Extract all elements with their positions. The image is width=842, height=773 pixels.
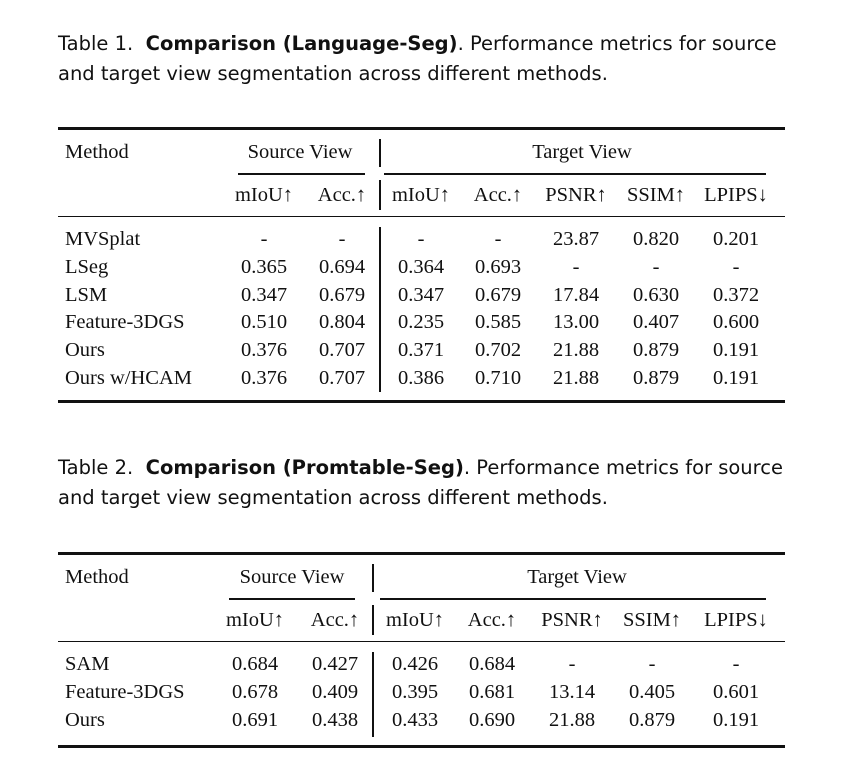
column-header: mIoU↑: [385, 609, 445, 631]
header-separator: [379, 139, 381, 167]
mid-rule: [58, 641, 785, 642]
table-cell: 0.427: [311, 653, 359, 675]
table-cell: 21.88: [552, 339, 600, 362]
table-2-description: . Performance metrics for source and target view segmentation across different methods.: [58, 456, 783, 509]
table-cell: -: [648, 653, 656, 675]
table-cell: 0.510: [240, 311, 288, 334]
table-cell: 0.201: [712, 228, 760, 250]
column-header: Acc.↑: [317, 184, 367, 206]
table-cell: -: [652, 255, 660, 278]
table-cell: 0.693: [474, 255, 522, 278]
row-method: SAM: [65, 653, 110, 675]
table-cell: 0.364: [397, 255, 445, 278]
table-cell: 0.376: [240, 339, 288, 362]
table-1: [58, 127, 785, 404]
table-cell: 0.433: [391, 708, 439, 731]
table-cell: 0.372: [712, 283, 760, 306]
table-cell: -: [494, 228, 502, 250]
row-method: LSM: [65, 283, 108, 306]
table-cell: 0.879: [632, 367, 680, 389]
table-1-label: Table 1.: [58, 32, 134, 55]
header-separator: [372, 564, 374, 592]
table-cell: 0.879: [628, 708, 676, 731]
row-method: MVSplat: [65, 228, 141, 250]
table-1-title: Comparison (Language-Seg): [145, 32, 458, 55]
table-1-description: . Performance metrics for source and target view segmentation across different methods.: [58, 32, 777, 85]
source-view-underline: [229, 598, 355, 600]
table-cell: 0.600: [712, 311, 760, 334]
method-header: Method: [65, 566, 129, 588]
table-cell: 0.386: [397, 367, 445, 389]
source-view-underline: [238, 173, 365, 175]
top-rule: [58, 552, 785, 555]
table-cell: 0.426: [391, 653, 439, 675]
column-header: LPIPS↓: [704, 184, 768, 206]
table-2-caption: [58, 453, 788, 513]
table-cell: 0.879: [632, 339, 680, 362]
column-header: Acc.↑: [310, 609, 360, 631]
column-header: mIoU↑: [225, 609, 285, 631]
target-view-underline: [384, 173, 766, 175]
table-cell: 0.679: [474, 283, 522, 306]
table-2-label: Table 2.: [58, 456, 134, 479]
table-cell: -: [572, 255, 580, 278]
table-cell: -: [732, 255, 740, 278]
column-header: Acc.↑: [467, 609, 517, 631]
target-view-header: Target View: [532, 141, 632, 163]
column-header: Acc.↑: [473, 184, 523, 206]
table-cell: 0.691: [231, 708, 279, 731]
table-cell: 0.684: [231, 653, 279, 675]
column-header: PSNR↑: [541, 609, 603, 631]
table-cell: 0.376: [240, 367, 288, 389]
body-separator: [372, 652, 374, 737]
table-cell: 0.409: [311, 680, 359, 703]
subheader-separator: [372, 605, 374, 635]
column-header: SSIM↑: [626, 184, 686, 206]
table-cell: 0.191: [712, 708, 760, 731]
table-cell: 0.630: [632, 283, 680, 306]
table-cell: 0.678: [231, 680, 279, 703]
table-cell: 17.84: [552, 283, 600, 306]
table-cell: 0.365: [240, 255, 288, 278]
table-cell: -: [568, 653, 576, 675]
row-method: Ours: [65, 708, 105, 731]
table-cell: 0.585: [474, 311, 522, 334]
column-header: mIoU↑: [391, 184, 451, 206]
method-header: Method: [65, 141, 129, 163]
table-cell: 13.14: [548, 680, 596, 703]
table-cell: -: [338, 228, 346, 250]
table-cell: 0.347: [397, 283, 445, 306]
table-cell: 0.405: [628, 680, 676, 703]
table-cell: 0.707: [318, 367, 366, 389]
column-header: SSIM↑: [622, 609, 682, 631]
table-cell: 0.690: [468, 708, 516, 731]
mid-rule: [58, 216, 785, 217]
row-method: Feature-3DGS: [65, 311, 185, 334]
table-cell: 13.00: [552, 311, 600, 334]
row-method: Ours w/HCAM: [65, 367, 192, 389]
table-cell: 0.702: [474, 339, 522, 362]
table-cell: 0.395: [391, 680, 439, 703]
table-cell: -: [732, 653, 740, 675]
table-cell: 0.601: [712, 680, 760, 703]
table-cell: 0.347: [240, 283, 288, 306]
source-view-header: Source View: [247, 141, 353, 163]
table-cell: 0.684: [468, 653, 516, 675]
column-header: mIoU↑: [234, 184, 294, 206]
table-cell: 0.191: [712, 367, 760, 389]
table-cell: 0.820: [632, 228, 680, 250]
column-header: LPIPS↓: [704, 609, 768, 631]
table-cell: 0.681: [468, 680, 516, 703]
row-method: Feature-3DGS: [65, 680, 185, 703]
table-cell: 21.88: [552, 367, 600, 389]
column-header: PSNR↑: [545, 184, 607, 206]
row-method: Ours: [65, 339, 105, 362]
table-cell: 0.438: [311, 708, 359, 731]
subheader-separator: [379, 180, 381, 210]
table-cell: 0.407: [632, 311, 680, 334]
table-cell: 23.87: [552, 228, 600, 250]
bottom-rule: [58, 400, 785, 403]
top-rule: [58, 127, 785, 130]
body-separator: [379, 227, 381, 392]
table-cell: -: [417, 228, 425, 250]
table-cell: 21.88: [548, 708, 596, 731]
target-view-underline: [380, 598, 766, 600]
row-method: LSeg: [65, 255, 109, 278]
table-2: [58, 552, 785, 749]
table-1-caption: [58, 29, 788, 89]
table-cell: 0.191: [712, 339, 760, 362]
target-view-header: Target View: [527, 566, 627, 588]
table-cell: 0.235: [397, 311, 445, 334]
table-cell: 0.707: [318, 339, 366, 362]
table-cell: 0.679: [318, 283, 366, 306]
table-cell: 0.804: [318, 311, 366, 334]
bottom-rule: [58, 745, 785, 748]
table-cell: 0.710: [474, 367, 522, 389]
table-cell: 0.694: [318, 255, 366, 278]
source-view-header: Source View: [239, 566, 345, 588]
table-2-title: Comparison (Promtable-Seg): [145, 456, 464, 479]
table-cell: 0.371: [397, 339, 445, 362]
table-cell: -: [260, 228, 268, 250]
